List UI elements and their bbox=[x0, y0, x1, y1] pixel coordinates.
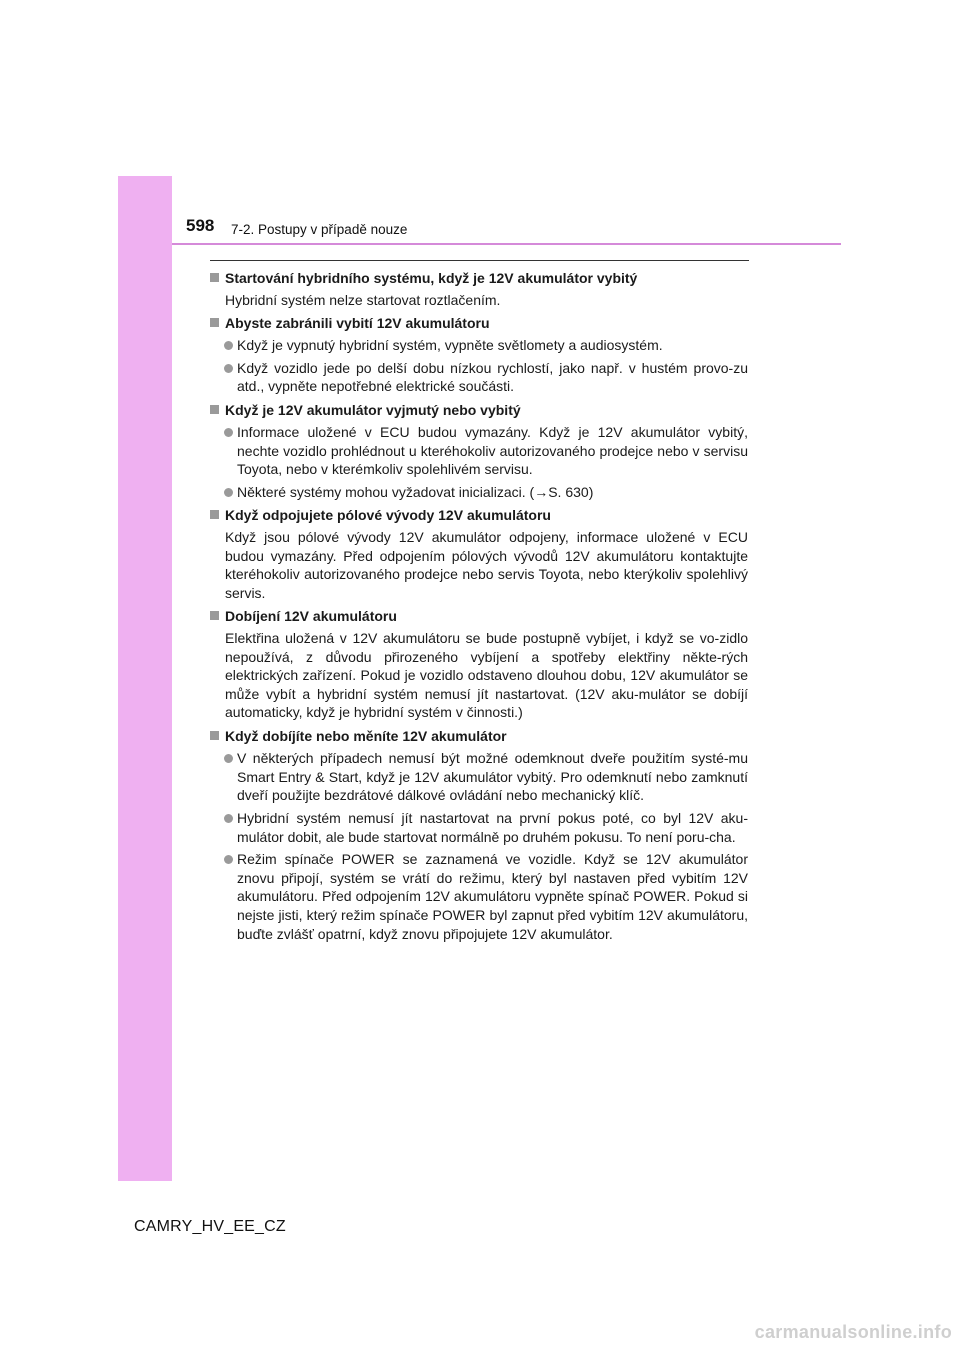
square-bullet-icon bbox=[210, 611, 219, 620]
section-heading bbox=[210, 401, 748, 420]
square-bullet-icon bbox=[210, 273, 219, 282]
square-bullet-icon bbox=[210, 731, 219, 740]
section-paragraph: Elektřina uložená v 12V akumulátoru se bude postupně vybíjet, i když se vo-zidlo nepoužívá, z důvodu přirozeného vybíjení a spotřeby elektřiny někte-rých elektrických zařízení. Pokud je vozidlo odstaveno dlouhou dobu, 12V akumulátor se může vybít a hybridní systém nemusí jít nastartovat. (12V aku-mulátor se dobíjí automaticky, když je hybridní systém v činnosti.) bbox=[225, 630, 748, 721]
circle-bullet-icon bbox=[224, 814, 233, 823]
page-number: 598 bbox=[186, 216, 215, 235]
section bbox=[210, 314, 748, 396]
section bbox=[210, 607, 748, 722]
section-heading bbox=[210, 607, 748, 626]
section-heading-text: Když dobíjíte nebo měníte 12V akumulátor bbox=[225, 727, 507, 744]
bullet-item bbox=[210, 809, 748, 846]
square-bullet-icon bbox=[210, 405, 219, 414]
bullet-item bbox=[210, 483, 748, 502]
bullet-text: Informace uložené v ECU budou vymazány. Když je 12V akumulátor vybitý, nechte vozidlo prohlédnout u kteréhokoliv autorizovaného prodejce nebo v servisu Toyota, nebo v kterémkoliv spolehlivém servisu. bbox=[237, 424, 748, 478]
section bbox=[210, 506, 748, 602]
section-heading bbox=[210, 269, 748, 288]
content-top-divider bbox=[210, 260, 749, 261]
circle-bullet-icon bbox=[224, 341, 233, 350]
section-heading-text: Když je 12V akumulátor vyjmutý nebo vybitý bbox=[225, 401, 521, 418]
page-content bbox=[210, 264, 748, 943]
site-watermark: carmanualsonline.info bbox=[754, 1322, 952, 1342]
section-paragraph: Hybridní systém nelze startovat roztlačením. bbox=[225, 291, 501, 308]
bullet-text: Když vozidlo jede po delší dobu nízkou rychlostí, jako např. v hustém provo-zu atd., vypněte nepotřebné elektrické součásti. bbox=[237, 359, 748, 395]
document-code: CAMRY_HV_EE_CZ bbox=[134, 1218, 286, 1235]
section-heading-text: Když odpojujete pólové vývody 12V akumulátoru bbox=[225, 507, 551, 524]
chapter-tab-band bbox=[118, 176, 172, 1181]
section bbox=[210, 401, 748, 502]
bullet-text: Když je vypnutý hybridní systém, vypněte světlomety a audiosystém. bbox=[237, 337, 663, 354]
circle-bullet-icon bbox=[224, 754, 233, 763]
bullet-item bbox=[210, 336, 748, 355]
section-heading-text: Startování hybridního systému, když je 12V akumulátor vybitý bbox=[225, 269, 638, 286]
header-divider bbox=[172, 243, 841, 245]
bullet-item bbox=[210, 423, 748, 479]
section-paragraph: Když jsou pólové vývody 12V akumulátor odpojeny, informace uložené v ECU budou vymazány. Před odpojením pólových vývodů 12V akumulátoru kontaktujte kteréhokoliv autorizovaného prodejce nebo servis Toyota, nebo kterýkoliv spolehlivý servis. bbox=[225, 529, 748, 601]
square-bullet-icon bbox=[210, 318, 219, 327]
bullet-item bbox=[210, 749, 748, 805]
bullet-item bbox=[210, 850, 748, 943]
section-heading bbox=[210, 727, 748, 746]
bullet-text: Některé systémy mohou vyžadovat inicializaci. (→S. 630) bbox=[237, 483, 594, 500]
chapter-title: 7-2. Postupy v případě nouze bbox=[231, 222, 408, 237]
square-bullet-icon bbox=[210, 510, 219, 519]
circle-bullet-icon bbox=[224, 488, 233, 497]
bullet-text: Hybridní systém nemusí jít nastartovat na první pokus poté, co byl 12V aku-mulátor dobit, ale bude startovat normálně po druhém pokusu. To není poru-cha. bbox=[237, 809, 748, 845]
section-heading bbox=[210, 506, 748, 525]
section bbox=[210, 727, 748, 944]
section bbox=[210, 269, 748, 310]
circle-bullet-icon bbox=[224, 428, 233, 437]
section-heading-text: Dobíjení 12V akumulátoru bbox=[225, 608, 397, 624]
circle-bullet-icon bbox=[224, 364, 233, 373]
section-heading-text: Abyste zabránili vybití 12V akumulátoru bbox=[225, 314, 490, 331]
bullet-item bbox=[210, 359, 748, 396]
bullet-text: V některých případech nemusí být možné odemknout dveře použitím systé-mu Smart Entry & Start, když je 12V akumulátor vybitý. Pro odemknutí nebo zamknutí dveří použijte bezdrátové dálkové ovládání nebo mechanický klíč. bbox=[237, 750, 748, 804]
circle-bullet-icon bbox=[224, 855, 233, 864]
bullet-text: Režim spínače POWER se zaznamená ve vozidle. Když se 12V akumulátor znovu připojí, systém se vrátí do režimu, který byl nastaven před vybitím 12V akumulátoru. Před odpojením 12V akumulátoru vypněte spínač POWER. Pokud si nejste jisti, který režim spínače POWER byl zapnut před vybitím 12V akumulátoru, buďte zvlášť opatrní, když znovu připojujete 12V akumulátor. bbox=[237, 851, 748, 942]
section-heading bbox=[210, 314, 748, 333]
